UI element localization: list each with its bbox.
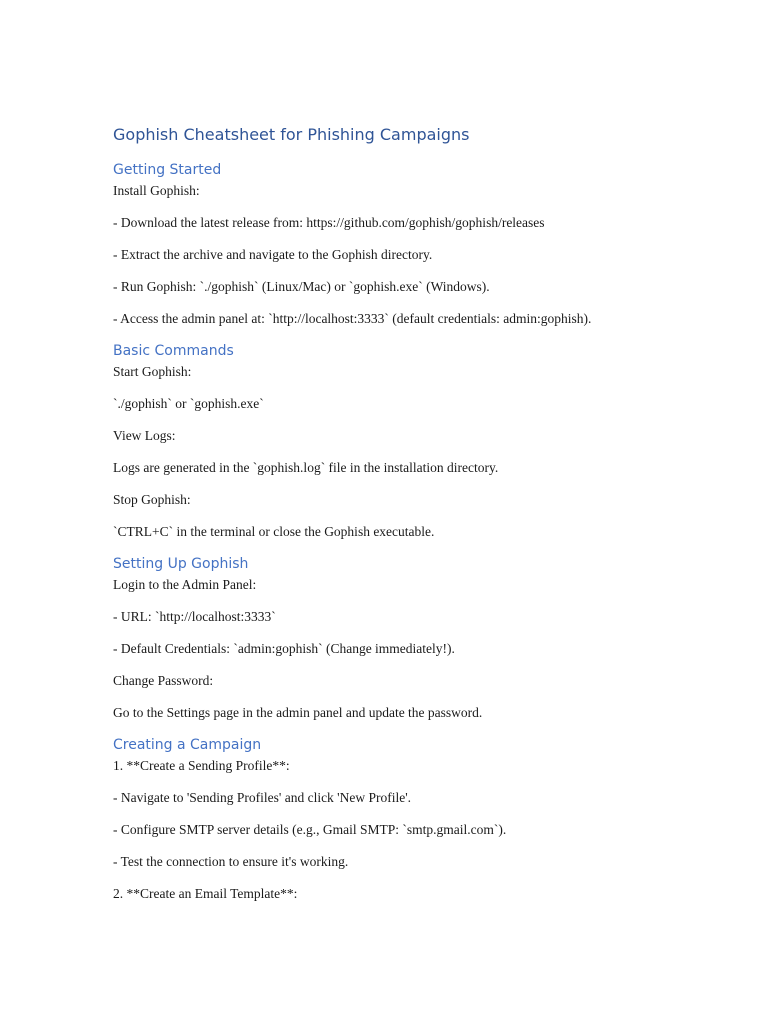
paragraph: - Default Credentials: `admin:gophish` (Change immediately!). [113,641,455,656]
section-heading: Creating a Campaign [113,737,262,753]
paragraph: - Download the latest release from: https://github.com/gophish/gophish/releases [113,215,545,230]
paragraph: Login to the Admin Panel: [113,577,257,592]
paragraph: 1. **Create a Sending Profile**: [113,758,290,773]
paragraph: - Access the admin panel at: `http://localhost:3333` (default credentials: admin:gophish). [113,311,592,326]
paragraph: Go to the Settings page in the admin panel and update the password. [113,705,483,720]
section-basic-commands [113,341,713,542]
paragraph: `CTRL+C` in the terminal or close the Gophish executable. [113,524,435,539]
document-title: Gophish Cheatsheet for Phishing Campaigns [113,125,470,144]
paragraph: - URL: `http://localhost:3333` [113,609,276,624]
section-heading: Getting Started [113,162,222,178]
paragraph: - Test the connection to ensure it's working. [113,854,349,869]
paragraph: `./gophish` or `gophish.exe` [113,396,264,411]
document-content [113,124,713,916]
paragraph: - Run Gophish: `./gophish` (Linux/Mac) or `gophish.exe` (Windows). [113,279,490,294]
section-setting-up-gophish [113,554,713,723]
paragraph: Install Gophish: [113,183,200,198]
paragraph: Change Password: [113,673,214,688]
paragraph: Stop Gophish: [113,492,191,507]
paragraph: - Configure SMTP server details (e.g., Gmail SMTP: `smtp.gmail.com`). [113,822,507,837]
paragraph: 2. **Create an Email Template**: [113,886,298,901]
paragraph: View Logs: [113,428,176,443]
section-creating-a-campaign [113,735,713,904]
section-heading: Setting Up Gophish [113,556,249,572]
section-getting-started [113,160,713,329]
paragraph: Logs are generated in the `gophish.log` file in the installation directory. [113,460,499,475]
paragraph: Start Gophish: [113,364,192,379]
section-heading: Basic Commands [113,343,234,359]
paragraph: - Navigate to 'Sending Profiles' and click 'New Profile'. [113,790,412,805]
paragraph: - Extract the archive and navigate to the Gophish directory. [113,247,433,262]
